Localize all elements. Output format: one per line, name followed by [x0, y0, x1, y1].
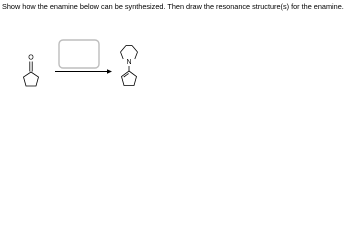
reagent-box[interactable]	[59, 40, 99, 68]
product-nitrogen-label: N	[126, 59, 132, 66]
product-cyclopentene-ring	[122, 66, 137, 86]
question-text: Show how the enamine below can be synthesized. Then draw the resonance structure(s) for the enamine.	[2, 2, 344, 11]
reactant-oxygen-label: O	[28, 54, 34, 62]
reaction-arrow	[55, 69, 112, 73]
reactant-cyclopentanone	[24, 62, 39, 87]
product-pyrrolidine-ring	[121, 46, 138, 60]
reaction-scheme	[0, 0, 350, 100]
